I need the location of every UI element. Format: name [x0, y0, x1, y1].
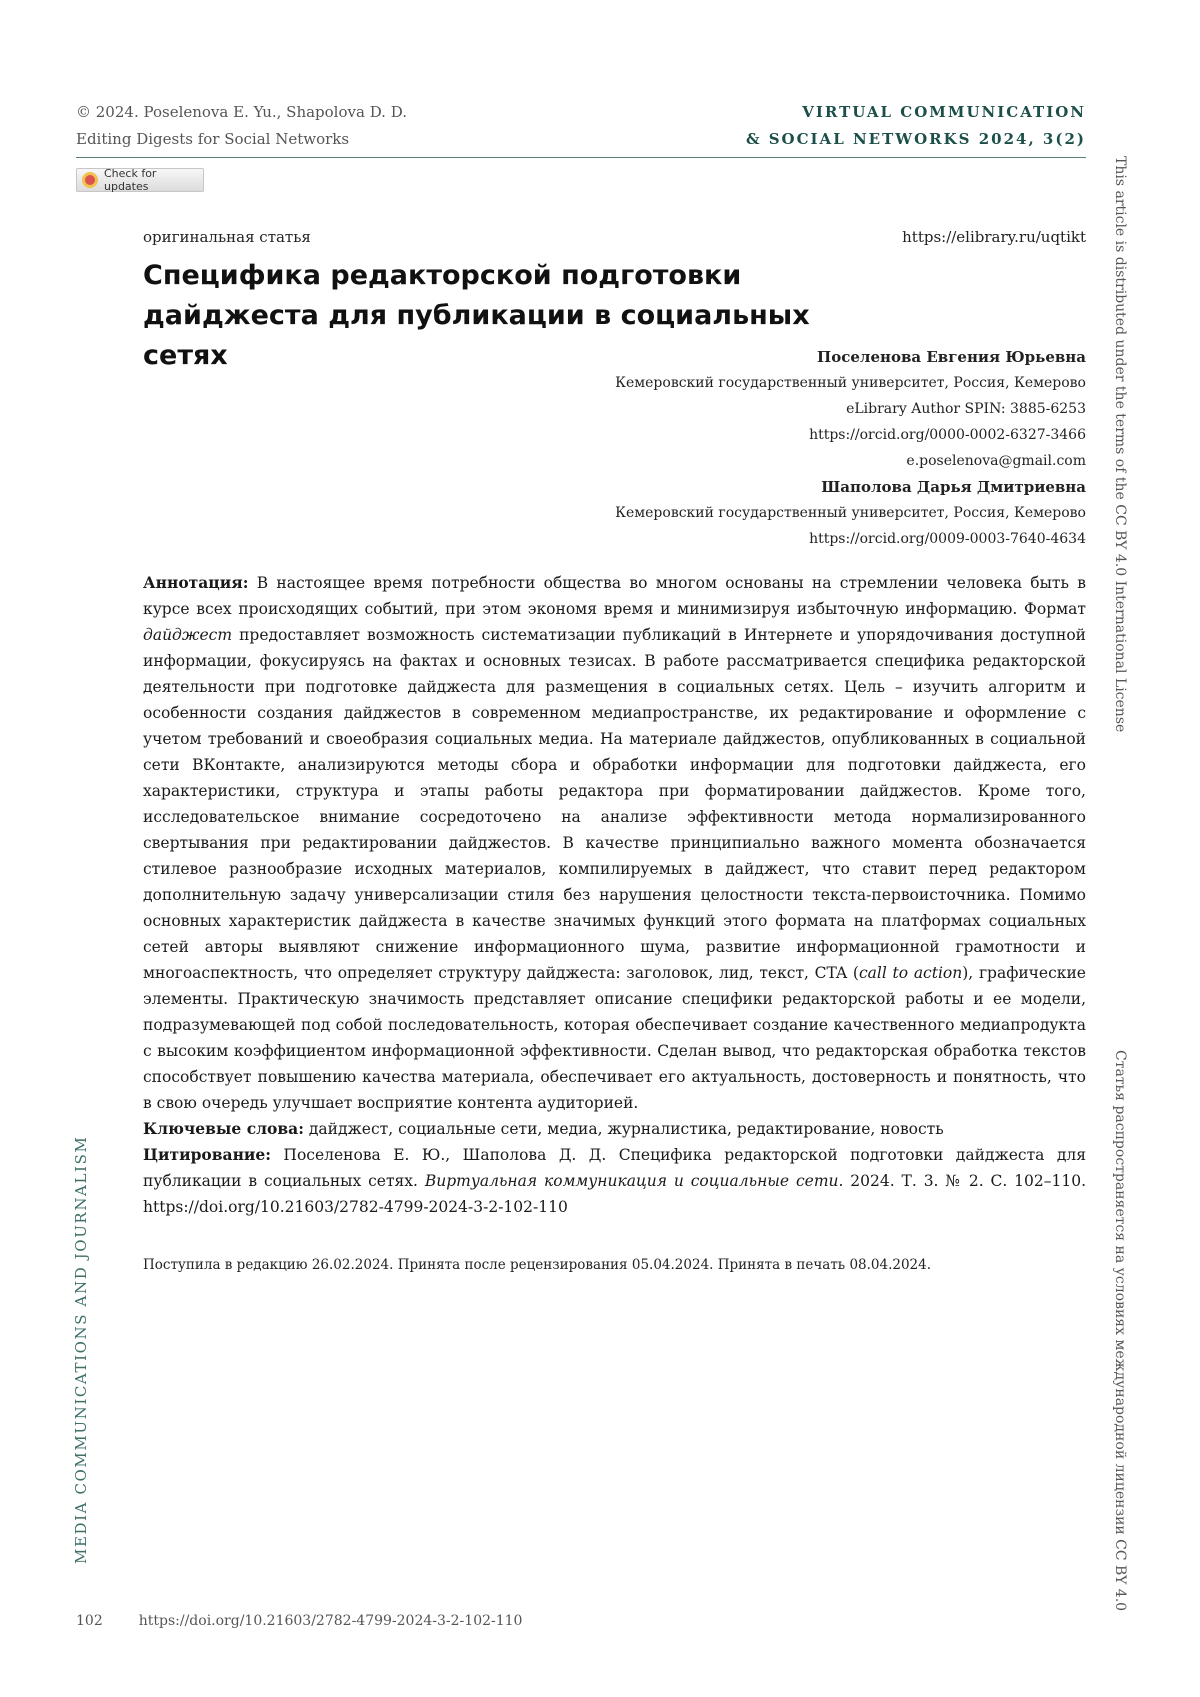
- abstract: [143, 570, 1086, 1116]
- author-orcid-link[interactable]: https://orcid.org/0009-0003-7640-4634: [809, 531, 1086, 547]
- citation-journal: Виртуальная коммуникация и социальные сети.: [424, 1172, 844, 1190]
- license-note-ru: Статья распространяется на условиях международной лицензии CC BY 4.0: [1112, 1050, 1128, 1612]
- author-orcid-link[interactable]: https://orcid.org/0000-0002-6327-3466: [809, 427, 1086, 443]
- license-note-en: This article is distributed under the terms of the CC BY 4.0 International License: [1112, 156, 1128, 733]
- header-divider: [76, 157, 1086, 158]
- running-header-left: [76, 99, 407, 153]
- abstract-italic: call to action: [858, 964, 963, 982]
- crossmark-icon: [82, 172, 98, 188]
- page-number: 102: [76, 1613, 103, 1629]
- abstract-text: предоставляет возможность систематизации публикаций в Интернете и упорядочивания доступной информации, фокусируясь на фактах и основных тезисах. В работе рассматривается специфика редакторской деятельности при подготовке дайджеста для размещения в социальных сетях. Цель – изучить алгоритм и особенности создания дайджестов в современном медиапространстве, их редактирование и оформление с учетом требований и своеобразия социальных медиа. На материале дайджестов, опубликованных в социальной сети ВКонтакте, анализируются методы сбора и обработки информации для подготовки дайджеста, его характеристики, структура и этапы работы редактора при форматировании дайджестов. Кроме того, исследовательское внимание сосредоточено на анализе эффективности метода нормализированного свертывания при редактировании дайджестов. В качестве принципиально важного момента обозначается стилевое разнообразие исходных материалов, компилируемых в дайджест, что ставит перед редактором дополнительную задачу универсализации стиля без нарушения целостности текста-первоисточника. Помимо основных характеристик дайджеста в качестве значимых функций этого формата на платформах социальных сетей авторы выявляют снижение информационного шума, развитие информационной грамотности и многоаспектность, что определяет структуру дайджеста: заголовок, лид, текст, CTA (: [143, 626, 1086, 982]
- running-title: Editing Digests for Social Networks: [76, 130, 350, 148]
- section-label-vertical: MEDIA COMMUNICATIONS AND JOURNALISM: [72, 1135, 90, 1564]
- citation-text: 2024. Т. 3. № 2. С. 102–110. https://doi.org/10.21603/2782-4799-2024-3-2-102-110: [143, 1172, 1086, 1216]
- received-dates: Поступила в редакцию 26.02.2024. Принята после рецензирования 05.04.2024. Принята в печать 08.04.2024.: [143, 1257, 932, 1273]
- abstract-text: ), графические элементы. Практическую значимость представляет описание специфики редакторской работы и ее модели, подразумевающей под собой последовательность, которая обеспечивает создание качественного медиапродукта с высоким коэффициентом информационной эффективности. Сделан вывод, что редакторская обработка текстов способствует повышению качества материала, обеспечивает его актуальность, достоверность и понятность, что в свою очередь улучшает восприятие контента аудиторией.: [143, 964, 1086, 1112]
- article-url-link[interactable]: https://elibrary.ru/uqtikt: [902, 228, 1086, 246]
- authors-block: [386, 344, 1086, 552]
- check-for-updates-label: Check for updates: [104, 167, 157, 193]
- journal-name: [746, 99, 1086, 153]
- keywords-label: Ключевые слова:: [143, 1119, 304, 1138]
- citation-text: Поселенова Е. Ю., Шаполова Д. Д. Специфика редакторской подготовки дайджеста для публикации в социальных сетях.: [143, 1146, 1086, 1190]
- author-affiliation: Кемеровский государственный университет, Россия, Кемерово: [615, 375, 1086, 391]
- author-email-link[interactable]: e.poselenova@gmail.com: [906, 453, 1086, 469]
- page-footer: [76, 1613, 522, 1629]
- abstract-label: Аннотация:: [143, 573, 249, 592]
- check-for-updates-button[interactable]: [76, 168, 204, 192]
- author-name: Шаполова Дарья Дмитриевна: [821, 478, 1086, 496]
- keywords-text: дайджест, социальные сети, медиа, журналистика, редактирование, новость: [303, 1120, 944, 1138]
- abstract-italic: дайджест: [143, 626, 233, 644]
- footer-doi-link[interactable]: https://doi.org/10.21603/2782-4799-2024-3-2-102-110: [138, 1613, 523, 1629]
- citation-label: Цитирование:: [143, 1145, 271, 1164]
- journal-name-line2: & SOCIAL NETWORKS 2024, 3(2): [745, 130, 1086, 148]
- author-affiliation: Кемеровский государственный университет, Россия, Кемерово: [615, 505, 1086, 521]
- journal-name-line1: VIRTUAL COMMUNICATION: [802, 103, 1086, 121]
- keywords: [143, 1116, 1086, 1142]
- author-name: Поселенова Евгения Юрьевна: [817, 348, 1086, 366]
- article-title: Специфика редакторской подготовки дайджеста для публикации в социальных сетях: [143, 260, 810, 371]
- article-type: оригинальная статья: [143, 228, 311, 246]
- abstract-text: В настоящее время потребности общества во многом основаны на стремлении человека быть в курсе всех происходящих событий, при этом экономя время и минимизируя избыточную информацию. Формат: [143, 574, 1086, 618]
- article-body: [143, 570, 1086, 1220]
- copyright-line: © 2024. Poselenova E. Yu., Shapolova D. D.: [76, 103, 407, 121]
- citation: [143, 1142, 1086, 1220]
- author-spin: eLibrary Author SPIN: 3885-6253: [846, 401, 1086, 417]
